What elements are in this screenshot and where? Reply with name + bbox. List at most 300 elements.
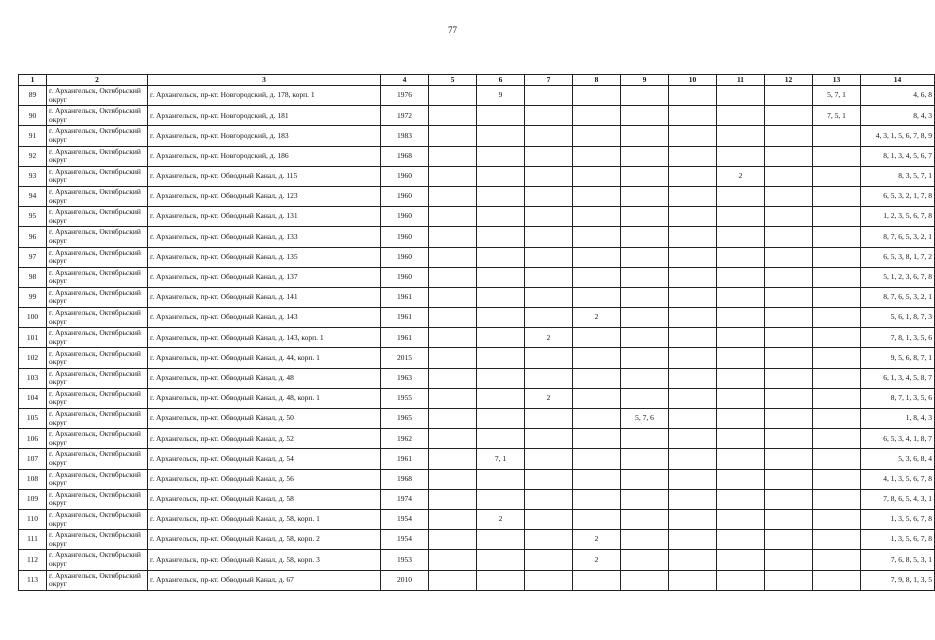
col10-cell xyxy=(669,530,717,550)
col11-cell xyxy=(717,227,765,247)
col9-cell xyxy=(621,287,669,307)
address-cell: г. Архангельск, пр-кт. Обводный Канал, д. 115 xyxy=(148,166,381,186)
col8-cell xyxy=(573,449,621,469)
col9-cell xyxy=(621,267,669,287)
address-cell: г. Архангельск, пр-кт. Обводный Канал, д. 58, корп. 1 xyxy=(148,509,381,529)
row-number-cell: 104 xyxy=(19,388,47,408)
col10-cell xyxy=(669,570,717,590)
table-row xyxy=(19,86,935,106)
col11-cell xyxy=(717,308,765,328)
col6-cell xyxy=(477,348,525,368)
row-number-cell: 107 xyxy=(19,449,47,469)
col13-cell xyxy=(813,207,861,227)
col7-cell xyxy=(525,146,573,166)
col9-cell xyxy=(621,550,669,570)
row-number-cell: 101 xyxy=(19,328,47,348)
row-number-cell: 108 xyxy=(19,469,47,489)
row-number-cell: 89 xyxy=(19,86,47,106)
address-cell: г. Архангельск, пр-кт. Обводный Канал, д. 52 xyxy=(148,429,381,449)
col13-cell xyxy=(813,388,861,408)
col10-cell xyxy=(669,106,717,126)
col13-cell xyxy=(813,348,861,368)
col7-cell xyxy=(525,570,573,590)
column-header-13: 13 xyxy=(813,75,861,86)
col7-cell xyxy=(525,409,573,429)
col14-cell: 8, 7, 1, 3, 5, 6 xyxy=(861,388,935,408)
col14-cell: 8, 3, 5, 7, 1 xyxy=(861,166,935,186)
col9-cell xyxy=(621,570,669,590)
col8-cell xyxy=(573,126,621,146)
col13-cell xyxy=(813,409,861,429)
address-cell: г. Архангельск, пр-кт. Новгородский, д. 183 xyxy=(148,126,381,146)
col13-cell xyxy=(813,368,861,388)
row-number-cell: 105 xyxy=(19,409,47,429)
col7-cell xyxy=(525,368,573,388)
col7-cell xyxy=(525,166,573,186)
col5-cell xyxy=(429,126,477,146)
year-cell: 1955 xyxy=(381,388,429,408)
row-number-cell: 93 xyxy=(19,166,47,186)
col14-cell: 1, 8, 4, 3 xyxy=(861,409,935,429)
col8-cell xyxy=(573,207,621,227)
col6-cell xyxy=(477,166,525,186)
column-header-14: 14 xyxy=(861,75,935,86)
col10-cell xyxy=(669,126,717,146)
table-row xyxy=(19,328,935,348)
table-row xyxy=(19,469,935,489)
column-header-9: 9 xyxy=(621,75,669,86)
col11-cell xyxy=(717,469,765,489)
col13-cell xyxy=(813,308,861,328)
col9-cell xyxy=(621,429,669,449)
col13-cell xyxy=(813,469,861,489)
col10-cell xyxy=(669,146,717,166)
col9-cell xyxy=(621,328,669,348)
address-cell: г. Архангельск, пр-кт. Обводный Канал, д. 48 xyxy=(148,368,381,388)
column-header-3: 3 xyxy=(148,75,381,86)
year-cell: 1972 xyxy=(381,106,429,126)
year-cell: 1983 xyxy=(381,126,429,146)
district-cell: г. Архангельск, Октябрьский округ xyxy=(47,86,148,106)
table-row xyxy=(19,186,935,206)
col6-cell xyxy=(477,550,525,570)
col11-cell xyxy=(717,509,765,529)
row-number-cell: 95 xyxy=(19,207,47,227)
col10-cell xyxy=(669,227,717,247)
col6-cell xyxy=(477,409,525,429)
col11-cell xyxy=(717,409,765,429)
col13-cell xyxy=(813,489,861,509)
col12-cell xyxy=(765,570,813,590)
table-row xyxy=(19,126,935,146)
page-number: 77 xyxy=(448,25,457,35)
col13-cell xyxy=(813,287,861,307)
address-cell: г. Архангельск, пр-кт. Обводный Канал, д. 143 xyxy=(148,308,381,328)
col8-cell: 2 xyxy=(573,530,621,550)
col14-cell: 4, 6, 8 xyxy=(861,86,935,106)
col9-cell xyxy=(621,388,669,408)
col6-cell xyxy=(477,287,525,307)
col6-cell: 2 xyxy=(477,509,525,529)
year-cell: 2010 xyxy=(381,570,429,590)
col14-cell: 1, 3, 5, 6, 7, 8 xyxy=(861,509,935,529)
column-header-6: 6 xyxy=(477,75,525,86)
col6-cell xyxy=(477,146,525,166)
table-header xyxy=(19,75,935,86)
district-cell: г. Архангельск, Октябрьский округ xyxy=(47,348,148,368)
year-cell: 1976 xyxy=(381,86,429,106)
year-cell: 1960 xyxy=(381,227,429,247)
col9-cell xyxy=(621,247,669,267)
col12-cell xyxy=(765,449,813,469)
col12-cell xyxy=(765,287,813,307)
col8-cell xyxy=(573,570,621,590)
col12-cell xyxy=(765,469,813,489)
col10-cell xyxy=(669,287,717,307)
col8-cell xyxy=(573,409,621,429)
col14-cell: 1, 3, 5, 6, 7, 8 xyxy=(861,530,935,550)
col10-cell xyxy=(669,308,717,328)
col10-cell xyxy=(669,186,717,206)
row-number-cell: 99 xyxy=(19,287,47,307)
col9-cell xyxy=(621,86,669,106)
address-cell: г. Архангельск, пр-кт. Обводный Канал, д. 54 xyxy=(148,449,381,469)
col11-cell: 2 xyxy=(717,166,765,186)
col6-cell xyxy=(477,126,525,146)
col12-cell xyxy=(765,388,813,408)
row-number-cell: 110 xyxy=(19,509,47,529)
col10-cell xyxy=(669,550,717,570)
address-cell: г. Архангельск, пр-кт. Новгородский, д. 178, корп. 1 xyxy=(148,86,381,106)
col12-cell xyxy=(765,86,813,106)
col14-cell: 1, 2, 3, 5, 6, 7, 8 xyxy=(861,207,935,227)
year-cell: 1960 xyxy=(381,186,429,206)
district-cell: г. Архангельск, Октябрьский округ xyxy=(47,247,148,267)
column-header-5: 5 xyxy=(429,75,477,86)
col7-cell xyxy=(525,308,573,328)
col12-cell xyxy=(765,247,813,267)
col12-cell xyxy=(765,166,813,186)
col6-cell xyxy=(477,489,525,509)
year-cell: 1953 xyxy=(381,550,429,570)
address-cell: г. Архангельск, пр-кт. Обводный Канал, д. 44, корп. 1 xyxy=(148,348,381,368)
col14-cell: 6, 1, 3, 4, 5, 8, 7 xyxy=(861,368,935,388)
col5-cell xyxy=(429,469,477,489)
col5-cell xyxy=(429,186,477,206)
col14-cell: 5, 1, 2, 3, 6, 7, 8 xyxy=(861,267,935,287)
col12-cell xyxy=(765,106,813,126)
year-cell: 1954 xyxy=(381,530,429,550)
col10-cell xyxy=(669,429,717,449)
col13-cell xyxy=(813,227,861,247)
col14-cell: 7, 8, 6, 5, 4, 3, 1 xyxy=(861,489,935,509)
table-row xyxy=(19,368,935,388)
col6-cell xyxy=(477,429,525,449)
row-number-cell: 109 xyxy=(19,489,47,509)
col13-cell xyxy=(813,166,861,186)
col9-cell xyxy=(621,308,669,328)
col9-cell xyxy=(621,489,669,509)
district-cell: г. Архангельск, Октябрьский округ xyxy=(47,550,148,570)
row-number-cell: 91 xyxy=(19,126,47,146)
year-cell: 1960 xyxy=(381,207,429,227)
table-row xyxy=(19,409,935,429)
col8-cell xyxy=(573,106,621,126)
address-cell: г. Архангельск, пр-кт. Обводный Канал, д. 123 xyxy=(148,186,381,206)
address-cell: г. Архангельск, пр-кт. Обводный Канал, д. 48, корп. 1 xyxy=(148,388,381,408)
col7-cell xyxy=(525,207,573,227)
col5-cell xyxy=(429,509,477,529)
row-number-cell: 100 xyxy=(19,308,47,328)
address-cell: г. Архангельск, пр-кт. Обводный Канал, д. 58 xyxy=(148,489,381,509)
col12-cell xyxy=(765,308,813,328)
col11-cell xyxy=(717,550,765,570)
col11-cell xyxy=(717,287,765,307)
table-row xyxy=(19,449,935,469)
table-row xyxy=(19,570,935,590)
col10-cell xyxy=(669,166,717,186)
row-number-cell: 90 xyxy=(19,106,47,126)
col12-cell xyxy=(765,267,813,287)
column-header-10: 10 xyxy=(669,75,717,86)
district-cell: г. Архангельск, Октябрьский округ xyxy=(47,449,148,469)
address-cell: г. Архангельск, пр-кт. Обводный Канал, д. 58, корп. 2 xyxy=(148,530,381,550)
col9-cell xyxy=(621,449,669,469)
col9-cell xyxy=(621,126,669,146)
col11-cell xyxy=(717,368,765,388)
district-cell: г. Архангельск, Октябрьский округ xyxy=(47,186,148,206)
col7-cell xyxy=(525,530,573,550)
col12-cell xyxy=(765,186,813,206)
table-row xyxy=(19,308,935,328)
year-cell: 1961 xyxy=(381,449,429,469)
column-header-2: 2 xyxy=(47,75,148,86)
col11-cell xyxy=(717,348,765,368)
col8-cell xyxy=(573,267,621,287)
col12-cell xyxy=(765,207,813,227)
col13-cell xyxy=(813,429,861,449)
row-number-cell: 102 xyxy=(19,348,47,368)
col6-cell xyxy=(477,247,525,267)
col8-cell xyxy=(573,86,621,106)
col9-cell xyxy=(621,186,669,206)
year-cell: 1960 xyxy=(381,267,429,287)
col7-cell xyxy=(525,449,573,469)
year-cell: 1961 xyxy=(381,308,429,328)
col6-cell xyxy=(477,368,525,388)
district-cell: г. Архангельск, Октябрьский округ xyxy=(47,308,148,328)
table-row xyxy=(19,429,935,449)
col8-cell xyxy=(573,509,621,529)
col7-cell xyxy=(525,86,573,106)
col8-cell xyxy=(573,166,621,186)
col14-cell: 7, 8, 1, 3, 5, 6 xyxy=(861,328,935,348)
col13-cell xyxy=(813,267,861,287)
col14-cell: 8, 4, 3 xyxy=(861,106,935,126)
address-cell: г. Архангельск, пр-кт. Обводный Канал, д. 143, корп. 1 xyxy=(148,328,381,348)
table-row xyxy=(19,227,935,247)
district-cell: г. Архангельск, Октябрьский округ xyxy=(47,227,148,247)
col5-cell xyxy=(429,550,477,570)
col12-cell xyxy=(765,368,813,388)
col5-cell xyxy=(429,86,477,106)
col14-cell: 7, 9, 8, 1, 3, 5 xyxy=(861,570,935,590)
col5-cell xyxy=(429,449,477,469)
district-cell: г. Архангельск, Октябрьский округ xyxy=(47,509,148,529)
row-number-cell: 111 xyxy=(19,530,47,550)
column-header-1: 1 xyxy=(19,75,47,86)
year-cell: 1968 xyxy=(381,146,429,166)
col10-cell xyxy=(669,267,717,287)
district-cell: г. Архангельск, Октябрьский округ xyxy=(47,469,148,489)
col12-cell xyxy=(765,409,813,429)
col11-cell xyxy=(717,489,765,509)
col11-cell xyxy=(717,186,765,206)
row-number-cell: 94 xyxy=(19,186,47,206)
col6-cell xyxy=(477,267,525,287)
col7-cell xyxy=(525,429,573,449)
col14-cell: 8, 1, 3, 4, 5, 6, 7 xyxy=(861,146,935,166)
district-cell: г. Архангельск, Октябрьский округ xyxy=(47,570,148,590)
col5-cell xyxy=(429,267,477,287)
row-number-cell: 98 xyxy=(19,267,47,287)
col8-cell xyxy=(573,489,621,509)
col6-cell xyxy=(477,388,525,408)
address-cell: г. Архангельск, пр-кт. Обводный Канал, д. 67 xyxy=(148,570,381,590)
col6-cell xyxy=(477,186,525,206)
col14-cell: 5, 3, 6, 8, 4 xyxy=(861,449,935,469)
col12-cell xyxy=(765,530,813,550)
col6-cell xyxy=(477,570,525,590)
col5-cell xyxy=(429,166,477,186)
col9-cell xyxy=(621,146,669,166)
col11-cell xyxy=(717,570,765,590)
table-row xyxy=(19,509,935,529)
district-cell: г. Архангельск, Октябрьский округ xyxy=(47,489,148,509)
col5-cell xyxy=(429,409,477,429)
col12-cell xyxy=(765,509,813,529)
col10-cell xyxy=(669,449,717,469)
address-cell: г. Архангельск, пр-кт. Обводный Канал, д. 50 xyxy=(148,409,381,429)
col5-cell xyxy=(429,207,477,227)
row-number-cell: 103 xyxy=(19,368,47,388)
col5-cell xyxy=(429,308,477,328)
col9-cell: 5, 7, 6 xyxy=(621,409,669,429)
col14-cell: 9, 5, 6, 8, 7, 1 xyxy=(861,348,935,368)
col11-cell xyxy=(717,86,765,106)
year-cell: 1963 xyxy=(381,368,429,388)
col10-cell xyxy=(669,368,717,388)
col6-cell xyxy=(477,328,525,348)
col6-cell xyxy=(477,227,525,247)
table-row xyxy=(19,489,935,509)
column-header-11: 11 xyxy=(717,75,765,86)
col12-cell xyxy=(765,146,813,166)
col8-cell xyxy=(573,247,621,267)
year-cell: 1960 xyxy=(381,247,429,267)
col14-cell: 6, 5, 3, 2, 1, 7, 8 xyxy=(861,186,935,206)
col8-cell xyxy=(573,348,621,368)
year-cell: 1968 xyxy=(381,469,429,489)
col6-cell xyxy=(477,106,525,126)
col5-cell xyxy=(429,227,477,247)
col14-cell: 6, 5, 3, 8, 1, 7, 2 xyxy=(861,247,935,267)
address-cell: г. Архангельск, пр-кт. Обводный Канал, д. 137 xyxy=(148,267,381,287)
col9-cell xyxy=(621,227,669,247)
col13-cell xyxy=(813,570,861,590)
col10-cell xyxy=(669,247,717,267)
col12-cell xyxy=(765,550,813,570)
col14-cell: 6, 5, 3, 4, 1, 8, 7 xyxy=(861,429,935,449)
year-cell: 1961 xyxy=(381,287,429,307)
col6-cell: 9 xyxy=(477,86,525,106)
district-cell: г. Архангельск, Октябрьский округ xyxy=(47,530,148,550)
col10-cell xyxy=(669,489,717,509)
col11-cell xyxy=(717,126,765,146)
col9-cell xyxy=(621,509,669,529)
col7-cell xyxy=(525,509,573,529)
col13-cell xyxy=(813,126,861,146)
col8-cell xyxy=(573,287,621,307)
col7-cell xyxy=(525,287,573,307)
col12-cell xyxy=(765,126,813,146)
col5-cell xyxy=(429,368,477,388)
row-number-cell: 96 xyxy=(19,227,47,247)
col11-cell xyxy=(717,429,765,449)
col6-cell: 7, 1 xyxy=(477,449,525,469)
col10-cell xyxy=(669,328,717,348)
col9-cell xyxy=(621,207,669,227)
col8-cell xyxy=(573,146,621,166)
table-row xyxy=(19,247,935,267)
year-cell: 1960 xyxy=(381,166,429,186)
year-cell: 1961 xyxy=(381,328,429,348)
column-header-7: 7 xyxy=(525,75,573,86)
col6-cell xyxy=(477,308,525,328)
address-cell: г. Архангельск, пр-кт. Обводный Канал, д. 135 xyxy=(148,247,381,267)
col13-cell xyxy=(813,186,861,206)
col11-cell xyxy=(717,106,765,126)
col11-cell xyxy=(717,449,765,469)
table-row xyxy=(19,388,935,408)
col8-cell xyxy=(573,368,621,388)
col6-cell xyxy=(477,530,525,550)
col6-cell xyxy=(477,207,525,227)
address-cell: г. Архангельск, пр-кт. Обводный Канал, д. 56 xyxy=(148,469,381,489)
row-number-cell: 113 xyxy=(19,570,47,590)
col5-cell xyxy=(429,489,477,509)
col14-cell: 8, 7, 6, 5, 3, 2, 1 xyxy=(861,287,935,307)
col12-cell xyxy=(765,429,813,449)
col12-cell xyxy=(765,489,813,509)
col5-cell xyxy=(429,106,477,126)
col10-cell xyxy=(669,348,717,368)
col7-cell xyxy=(525,348,573,368)
col10-cell xyxy=(669,207,717,227)
col5-cell xyxy=(429,388,477,408)
column-header-8: 8 xyxy=(573,75,621,86)
col11-cell xyxy=(717,247,765,267)
col9-cell xyxy=(621,530,669,550)
col8-cell xyxy=(573,328,621,348)
col11-cell xyxy=(717,207,765,227)
col5-cell xyxy=(429,146,477,166)
col7-cell xyxy=(525,227,573,247)
district-cell: г. Архангельск, Октябрьский округ xyxy=(47,267,148,287)
col5-cell xyxy=(429,328,477,348)
col10-cell xyxy=(669,509,717,529)
col9-cell xyxy=(621,106,669,126)
